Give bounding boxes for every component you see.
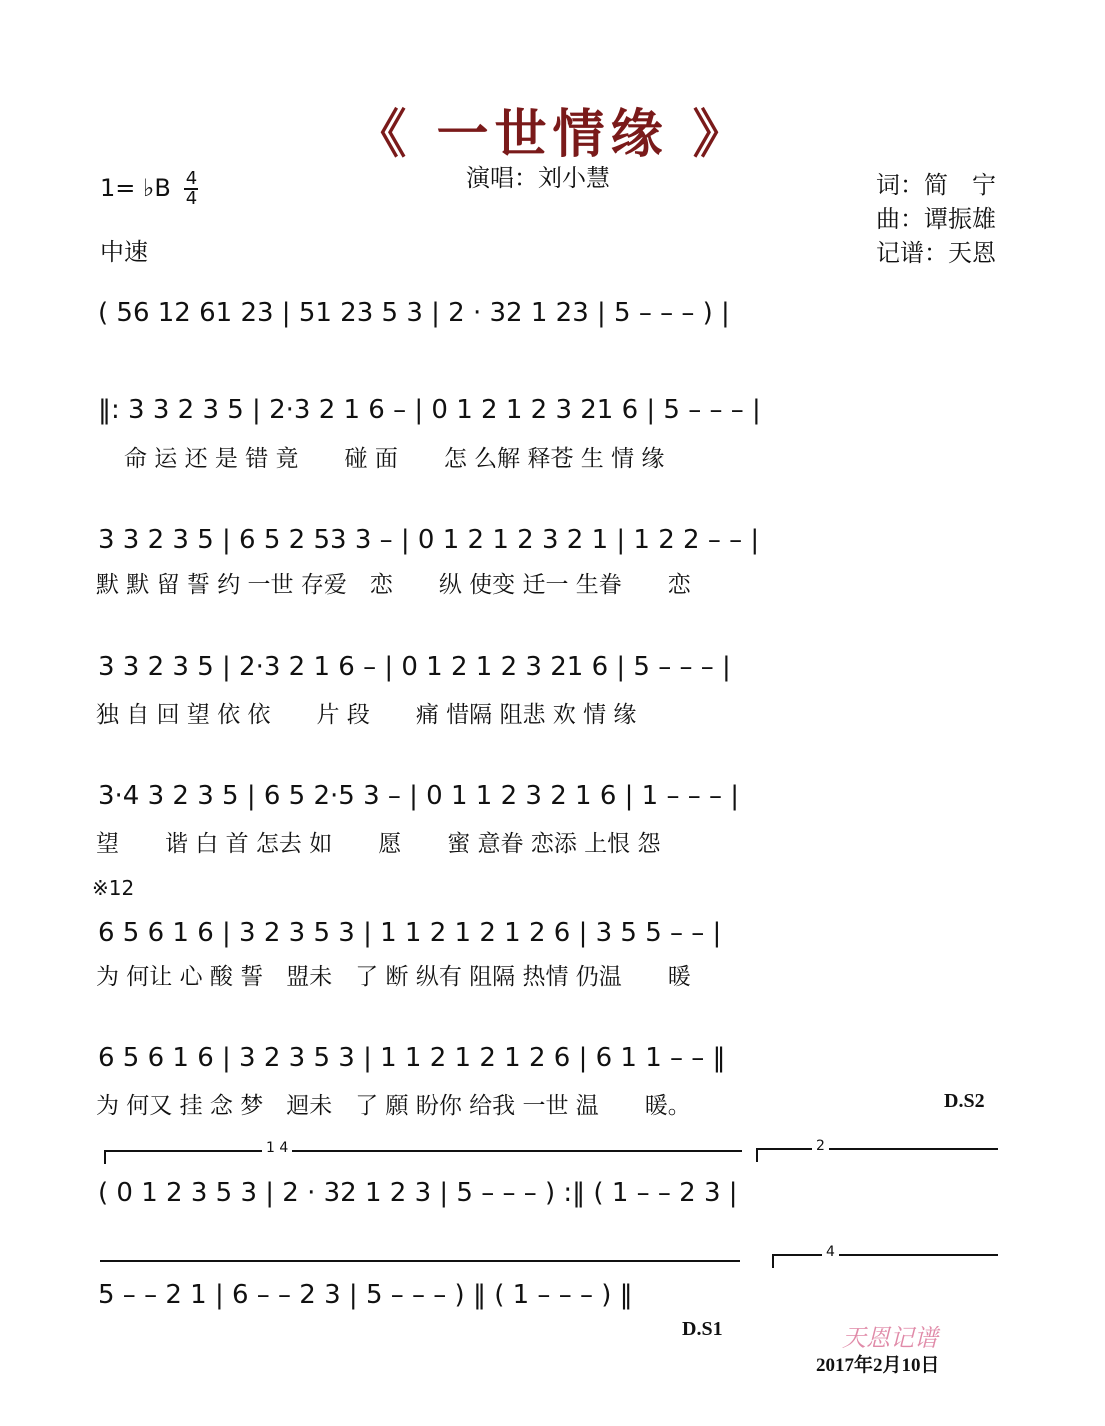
composer: 曲：谭振雄 xyxy=(876,205,996,233)
volta-bracket-4 xyxy=(772,1254,998,1268)
score-line-5-lyrics: 望 谐 白 首 怎去 如 愿 蜜 意眷 恋添 上恨 怨 xyxy=(96,831,661,857)
tempo: 中速 xyxy=(100,238,148,266)
song-title: 《 一世情缘 》 xyxy=(354,105,751,165)
score-line-6-notes: 6 5 6 1 6 | 3 2 3 5 3 | 1 1 2 1 2 1 2 6 | 3 5 5 – – | xyxy=(98,918,722,948)
volta-label-2: 2 xyxy=(812,1138,829,1154)
volta-bracket-14 xyxy=(104,1150,742,1164)
score-line-7-notes: 6 5 6 1 6 | 3 2 3 5 3 | 1 1 2 1 2 1 2 6 | 6 1 1 – – ‖ xyxy=(98,1043,726,1073)
singer: 演唱：刘小慧 xyxy=(466,164,610,192)
volta-label-4: 4 xyxy=(822,1244,839,1260)
date: 2017年2月10日 xyxy=(816,1355,940,1376)
score-line-9-notes: 5 – – 2 1 | 6 – – 2 3 | 5 – – – ) ‖ ( 1 – – – ) ‖ xyxy=(98,1280,633,1310)
segno-mark: ※12 xyxy=(92,876,135,900)
lyricist: 词：简 宁 xyxy=(876,171,996,199)
score-line-3-lyrics: 默 默 留 誓 约 一世 存爱 恋 纵 使变 迁一 生眷 恋 xyxy=(96,572,691,598)
volta-bracket-2 xyxy=(756,1148,998,1162)
transcriber-signature: 天恩记谱 xyxy=(842,1326,938,1352)
score-line-3-notes: 3 3 2 3 5 | 6 5 2 53 3 – | 0 1 2 1 2 3 2 1 | 1 2 2 – – | xyxy=(98,525,760,555)
time-signature xyxy=(184,170,198,208)
volta-bracket-line xyxy=(100,1260,740,1262)
score-line-7-lyrics: 为 何又 挂 念 梦 迴未 了 願 盼你 给我 一世 温 暖。 xyxy=(96,1093,691,1119)
score-line-4-lyrics: 独 自 回 望 依 依 片 段 痛 惜隔 阻悲 欢 情 缘 xyxy=(96,702,637,728)
score-line-5-notes: 3·4 3 2 3 5 | 6 5 2·5 3 – | 0 1 1 2 3 2 1 6 | 1 – – – | xyxy=(98,781,740,811)
score-line-1-notes: ( 56 12 61 23 | 51 23 5 3 | 2 · 32 1 23 | 5 – – – ) | xyxy=(98,298,730,328)
ds2-mark: D.S2 xyxy=(944,1090,985,1112)
ds1-mark: D.S1 xyxy=(682,1318,723,1340)
key-label: 1= ♭B xyxy=(100,174,171,202)
score-line-4-notes: 3 3 2 3 5 | 2·3 2 1 6 – | 0 1 2 1 2 3 21 6 | 5 – – – | xyxy=(98,652,731,682)
time-top: 4 xyxy=(185,168,198,189)
transcriber: 记谱：天恩 xyxy=(876,239,996,267)
key-signature xyxy=(100,170,198,208)
score-line-2-lyrics: 命 运 还 是 错 竟 碰 面 怎 么解 释苍 生 情 缘 xyxy=(124,446,665,472)
volta-label-14: 1 4 xyxy=(262,1140,292,1156)
time-bottom: 4 xyxy=(185,188,198,209)
score-line-2-notes: ‖: 3 3 2 3 5 | 2·3 2 1 6 – | 0 1 2 1 2 3 21 6 | 5 – – – | xyxy=(98,395,761,425)
score-line-8-notes: ( 0 1 2 3 5 3 | 2 · 32 1 2 3 | 5 – – – ) :‖ ( 1 – – 2 3 | xyxy=(98,1178,738,1208)
score-line-6-lyrics: 为 何让 心 酸 誓 盟未 了 断 纵有 阻隔 热情 仍温 暖 xyxy=(96,964,691,990)
